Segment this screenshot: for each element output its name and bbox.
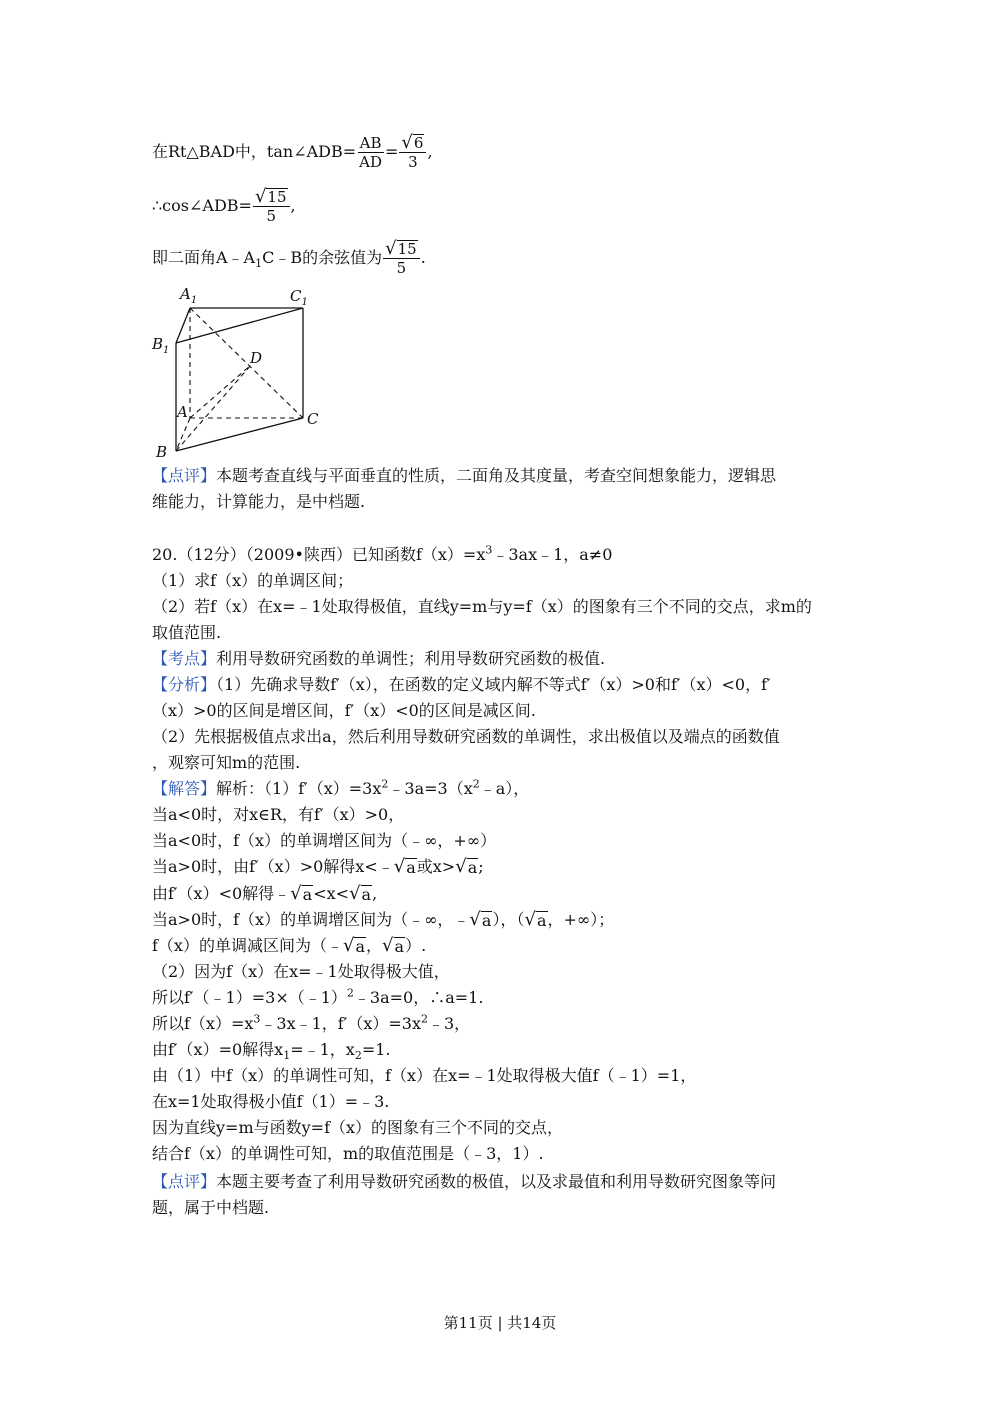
- label-a: A: [177, 403, 188, 421]
- jieda-line-1: 【解答】解析：$(1)f'(x)=3x^2﹣3a=3(x^2﹣a)$，: [152, 777, 530, 798]
- label-d: D: [250, 349, 263, 367]
- jieda-line-12: 由（1）中f（x）的单调性可知，f（x）在x=﹣1处取得极大值f（﹣1）=1，: [152, 1066, 697, 1085]
- review-1-line-2: 维能力，计算能力，是中档题.: [152, 492, 366, 511]
- label-b: B: [156, 443, 168, 461]
- fraction-sqrt15-5: √ 15 5: [253, 188, 290, 225]
- label-c1: $C_1$: [290, 287, 308, 308]
- jieda-line-3: 当a<0时，f（x）的单调增区间为（﹣∞，+∞）: [152, 831, 497, 850]
- fenxi-line-2: （x）>0的区间是增区间，f′（x）<0的区间是减区间.: [152, 701, 536, 720]
- jieda-line-11: 由f′（x）=0解得$x_1=﹣1$，$x_2=1$.: [152, 1040, 391, 1063]
- fraction-ab-ad: $\frac{AB}{AD}$: [359, 134, 383, 171]
- question-20-heading: 20.（12分）（2009•陕西）已知函数$f(x)=x^3﹣3ax﹣1$，a≠0: [152, 543, 613, 564]
- edge-b1c1: [176, 308, 303, 343]
- fraction-sqrt6-3: √ 6 3: [399, 134, 426, 171]
- jieda-line-7: f（x）的单调减区间为（﹣ √ a ， √ a ）.: [152, 935, 427, 956]
- review-2-line-2: 题，属于中档题.: [152, 1198, 270, 1217]
- question-20-part-1: （1）求f（x）的单调区间；: [152, 571, 354, 590]
- jieda-line-13: 在x=1处取得极小值f（1）=﹣3.: [152, 1092, 390, 1111]
- fenxi-line-1: 【分析】（1）先确求导数f′（x），在函数的定义域内解不等式f′（x）>0和f′（x）<0，f′: [152, 675, 771, 694]
- jieda-line-4: 当a>0时，由f′（x）>0解得x<﹣ √ a 或x> √ a ;: [152, 856, 484, 877]
- cos-line: ∴cos∠ADB= √ 15 5 ,: [152, 186, 296, 225]
- tan-line: 在Rt△BAD中，tan∠ADB= $\frac{AB}{AD}$ = √ 6 3 ,: [152, 132, 433, 171]
- label-c: C: [307, 410, 319, 428]
- jieda-line-2: 当a<0时，对x∈R，有f′（x）>0，: [152, 805, 405, 824]
- fenxi-line-3: （2）先根据极值点求出a，然后利用导数研究函数的单调性，求出极值以及端点的函数值: [152, 727, 780, 746]
- prism-diagram: [148, 283, 338, 463]
- review-2-line-1: 【点评】本题主要考查了利用导数研究函数的极值，以及求最值和利用导数研究图象等问: [152, 1172, 777, 1191]
- jieda-line-9: 所以f′（﹣1）=3×（﹣1）$^2$﹣3a=0，∴a=1.: [152, 986, 484, 1007]
- kaodian-line: 【考点】利用导数研究函数的单调性；利用导数研究函数的极值.: [152, 649, 606, 668]
- jieda-line-14: 因为直线y=m与函数y=f（x）的图象有三个不同的交点，: [152, 1118, 564, 1137]
- jieda-line-15: 结合f（x）的单调性可知，m的取值范围是（﹣3，1）.: [152, 1144, 544, 1163]
- fraction-sqrt15-5-b: √ 15 5: [383, 240, 420, 277]
- edge-ab-hidden: [176, 418, 190, 451]
- label-b1: $B_1$: [152, 335, 170, 356]
- question-20-part-2-line-2: 取值范围.: [152, 623, 222, 642]
- jieda-line-5: 由f′（x）<0解得﹣ √ a <x< √ a ,: [152, 883, 378, 904]
- jieda-line-8: （2）因为f（x）在x=﹣1处取得极大值，: [152, 962, 450, 981]
- edge-a1c-hidden: [190, 308, 303, 418]
- review-tag: 【点评】: [152, 466, 217, 485]
- review-1-line-1: 【点评】本题考查直线与平面垂直的性质，二面角及其度量，考查空间想象能力，逻辑思: [152, 466, 777, 485]
- prism-figure: [148, 283, 338, 463]
- edge-bc: [176, 418, 303, 451]
- page-footer: 第11页 | 共14页: [443, 1314, 557, 1332]
- edge-ad-hidden: [190, 365, 251, 418]
- jieda-line-10: 所以$f(x)=x^3﹣3x﹣1$，$f'(x)=3x^2﹣3$，: [152, 1012, 471, 1033]
- dihedral-conclusion-line: 即二面角$A﹣A_1C﹣B$的余弦值为 √ 15 5 .: [152, 238, 426, 277]
- question-20-part-2-line-1: （2）若f（x）在x=﹣1处取得极值，直线y=m与y=f（x）的图象有三个不同的交点，求m的: [152, 597, 812, 616]
- label-a1: $A_1$: [180, 285, 198, 306]
- jieda-line-6: 当a>0时，f（x）的单调增区间为（﹣∞，﹣ √ a ），（ √ a ，+∞）；: [152, 909, 615, 930]
- edge-a1b1: [176, 308, 190, 343]
- fenxi-line-4: ，观察可知m的范围.: [152, 753, 301, 772]
